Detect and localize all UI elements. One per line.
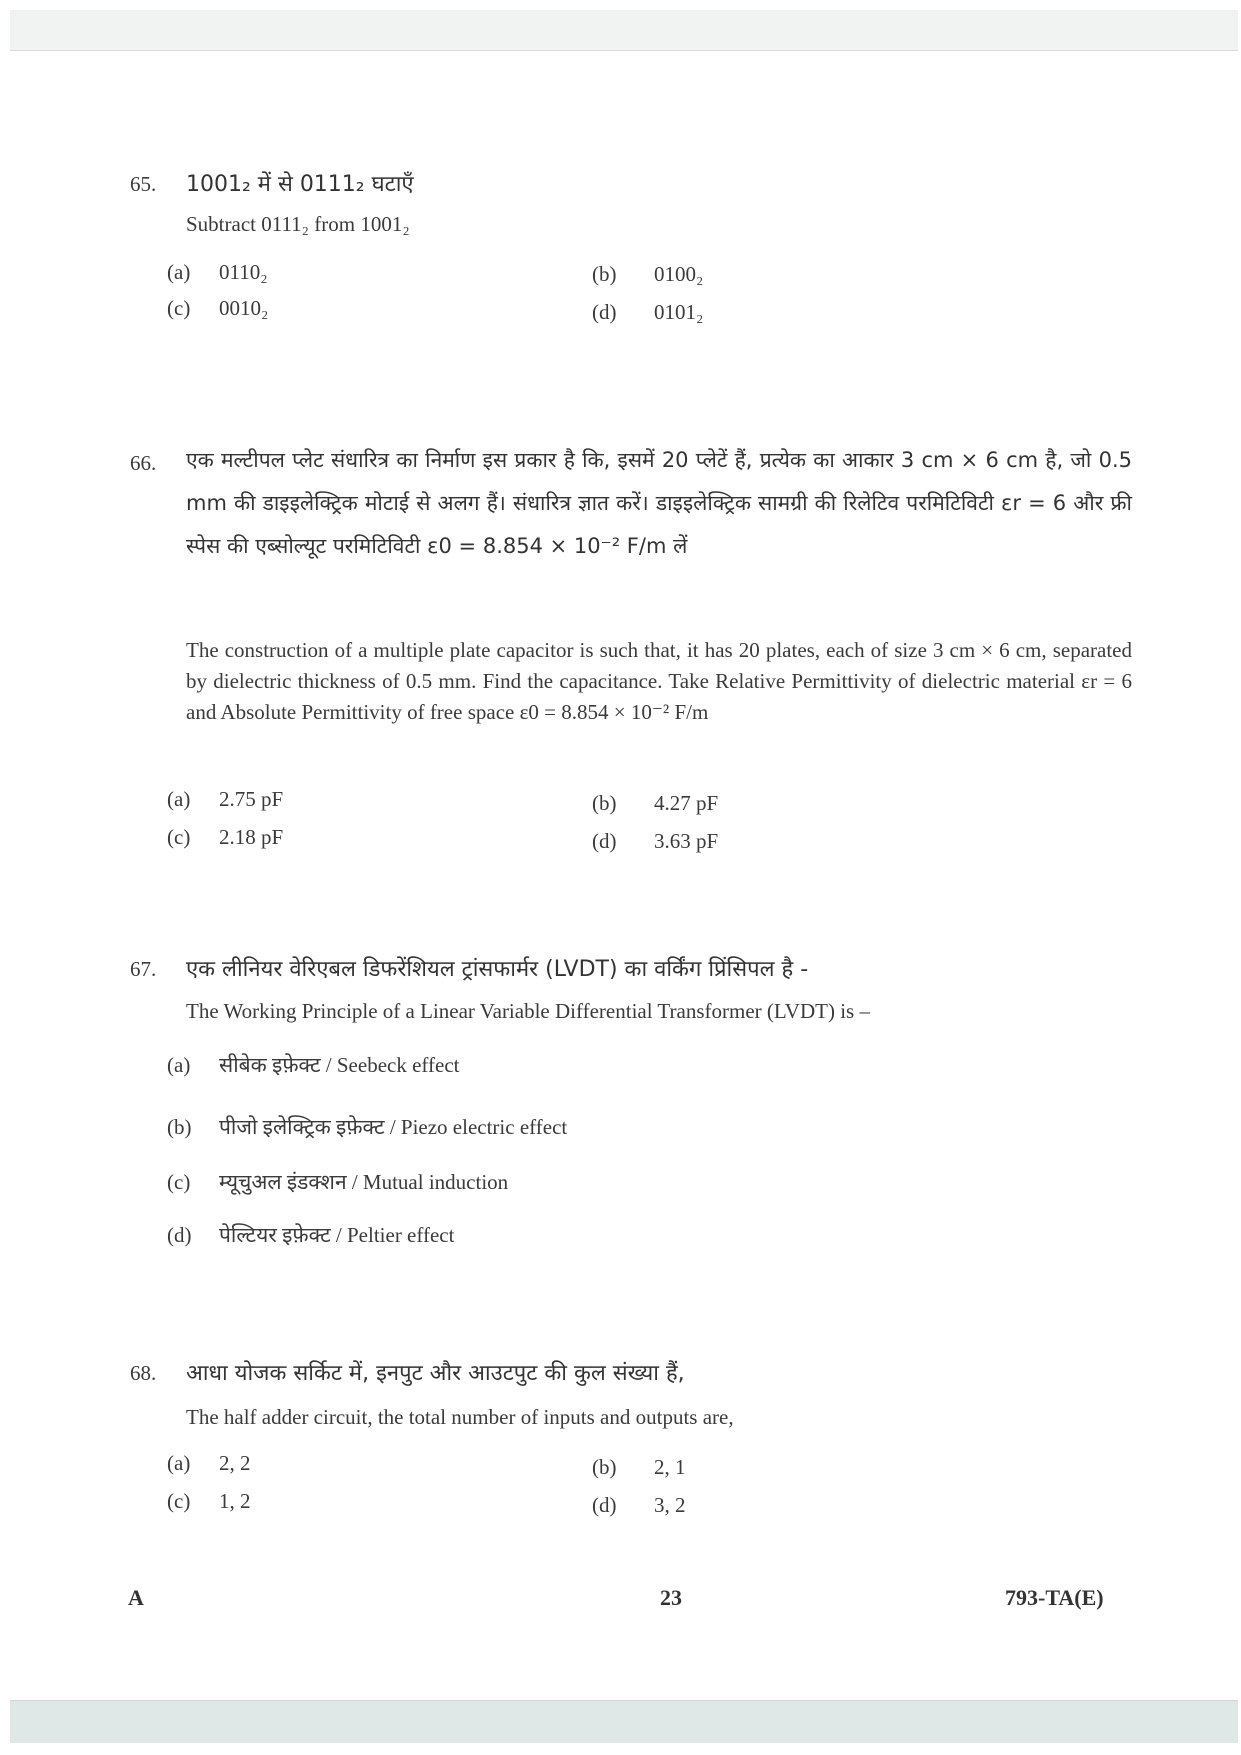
question-hindi: आधा योजक सर्किट में, इनपुट और आउटपुट की कुल संख्या हैं, bbox=[186, 1361, 685, 1386]
set-code: A bbox=[128, 1585, 144, 1610]
question-english: The Working Principle of a Linear Variable Differential Transformer (LVDT) is – bbox=[186, 999, 870, 1023]
question-number: 68. bbox=[130, 1361, 157, 1385]
option-b[interactable]: (b) 4.27 pF bbox=[592, 791, 719, 815]
question-english: The construction of a multiple plate capacitor is such that, it has 20 plates, each of size 3 cm × 6 cm, separated by dielectric thickness of 0.5 mm. Find the capacitance. Take Relative Permittivity of dielectric material εr = 6 and Absolute Permittivity of free space ε0 = 8.854 × 10⁻² F/m bbox=[186, 638, 1132, 724]
question-english: The half adder circuit, the total number of inputs and outputs are, bbox=[186, 1405, 734, 1429]
scan-top-band bbox=[10, 10, 1238, 51]
paper-code: 793-TA(E) bbox=[1005, 1585, 1104, 1610]
option-d[interactable]: (d) पेल्टियर इफ़ेक्ट / Peltier effect bbox=[167, 1223, 455, 1247]
option-a[interactable]: (a) 2, 2 bbox=[167, 1451, 251, 1475]
option-d[interactable]: (d) 0101₂ bbox=[592, 300, 704, 324]
question-hindi: एक मल्टीपल प्लेट संधारित्र का निर्माण इस प्रकार है कि, इसमें 20 प्लेटें हैं, प्रत्येक का आकार 3 cm × 6 cm है, जो 0.5 mm की डाइइलेक्ट्रिक मोटाई से अलग हैं। संधारित्र ज्ञात करें। डाइइलेक्ट्रिक सामग्री की रिलेटिव परमिटिविटी εr = 6 और फ्री स्पेस की एब्सोल्यूट परमिटिविटी ε0 = 8.854 × 10⁻² F/m लें bbox=[186, 448, 1132, 558]
question-english: Subtract 0111₂ from 1001₂ bbox=[186, 212, 410, 236]
option-b[interactable]: (b) 0100₂ bbox=[592, 262, 704, 286]
question-hindi: एक लीनियर वेरिएबल डिफरेंशियल ट्रांसफार्मर (LVDT) का वर्किंग प्रिंसिपल है - bbox=[186, 957, 809, 982]
scan-bottom-band bbox=[10, 1700, 1238, 1743]
option-d[interactable]: (d) 3.63 pF bbox=[592, 829, 719, 853]
option-c[interactable]: (c) 1, 2 bbox=[167, 1489, 251, 1513]
option-d[interactable]: (d) 3, 2 bbox=[592, 1493, 686, 1517]
option-b[interactable]: (b) 2, 1 bbox=[592, 1455, 686, 1479]
option-c[interactable]: (c) 0010₂ bbox=[167, 296, 269, 320]
option-a[interactable]: (a) 2.75 pF bbox=[167, 787, 284, 811]
option-c[interactable]: (c) 2.18 pF bbox=[167, 825, 284, 849]
option-b[interactable]: (b) पीजो इलेक्ट्रिक इफ़ेक्ट / Piezo electric effect bbox=[167, 1115, 568, 1139]
question-hindi: 1001₂ में से 0111₂ घटाएँ bbox=[186, 172, 414, 197]
question-number: 67. bbox=[130, 957, 157, 981]
option-a[interactable]: (a) 0110₂ bbox=[167, 260, 268, 284]
page-number: 23 bbox=[660, 1585, 682, 1610]
option-c[interactable]: (c) म्यूचुअल इंडक्शन / Mutual induction bbox=[167, 1170, 509, 1194]
question-number: 65. bbox=[130, 172, 157, 196]
question-number: 66. bbox=[130, 451, 157, 475]
option-a[interactable]: (a) सीबेक इफ़ेक्ट / Seebeck effect bbox=[167, 1053, 460, 1077]
